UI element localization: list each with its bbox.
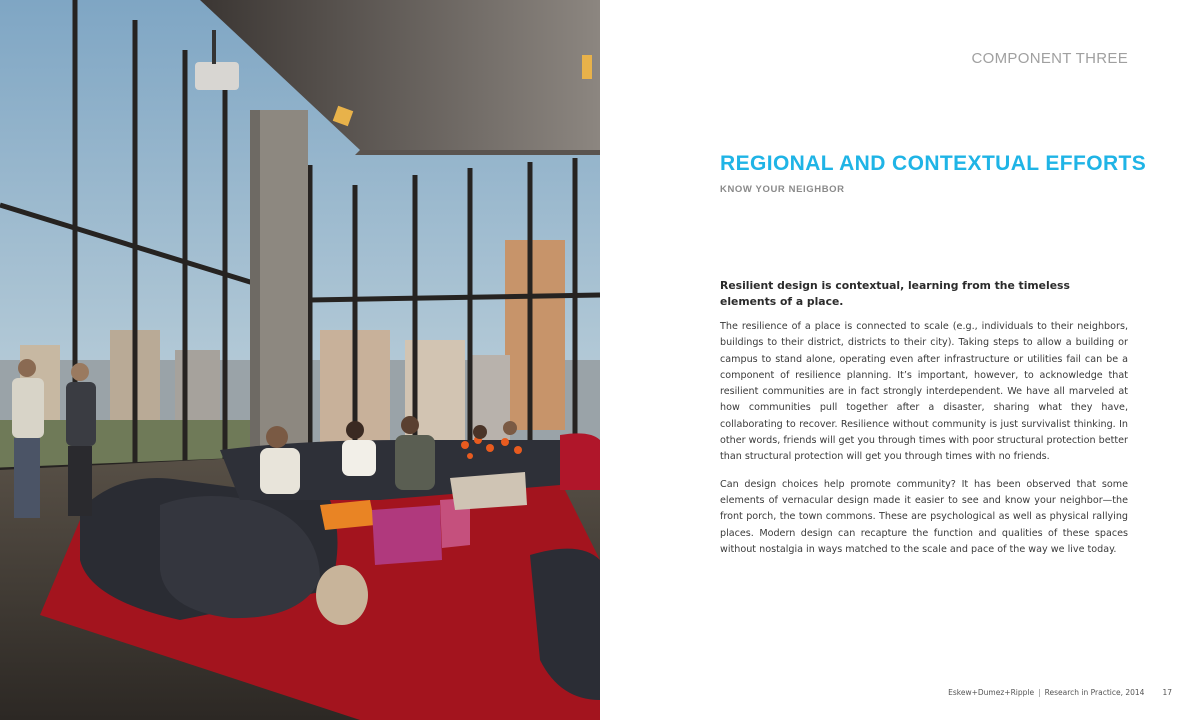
paragraph: The resilience of a place is connected to scale (e.g., individuals to their neighbors, buildings to their district, districts to their city). Taking steps to allow a building or campus to stand alone, operating even after infrastructure or utilities fail can be a component of resilience planning. It’s important, however, to acknowledge that resilient communities are in fact strongly interdependent. We have all marveled at how communities pull together after a disaster, sharing what they have, collaborating to recover. Resilience without community is just survivalist thinking. In other words, friends will get you through times with poor structural protection better than structural protection will get you through times with no friends.: [720, 321, 1128, 463]
page-number: 17: [1162, 688, 1172, 697]
page-subtitle: KNOW YOUR NEIGHBOR: [720, 184, 845, 195]
footer-publisher: Eskew+Dumez+Ripple: [948, 688, 1035, 697]
footer-publication: Research in Practice, 2014: [1044, 688, 1145, 697]
footer-separator: |: [1038, 688, 1041, 697]
section-label: COMPONENT THREE: [971, 50, 1128, 67]
page-title: REGIONAL AND CONTEXTUAL EFFORTS: [720, 152, 1147, 175]
lead-sentence: Resilient design is contextual, learning from the timeless elements of a place.: [720, 279, 1070, 308]
paragraph: Can design choices help promote community? It has been observed that some elements of vernacular design made it easier to see and know your neighbor—the front porch, the town commons. These are psychological as well as physical rallying places. Modern design can recapture the function and qualities of these spaces without nostalgia in ways matched to the scale and pace of the way we live today.: [720, 478, 1128, 555]
text-page: [600, 0, 1200, 720]
page-footer: [948, 688, 1172, 697]
projector: [195, 62, 239, 90]
pink-table: [372, 505, 442, 565]
orange-table: [320, 500, 375, 530]
woven-ball: [316, 565, 368, 625]
body-text: [720, 278, 1128, 569]
